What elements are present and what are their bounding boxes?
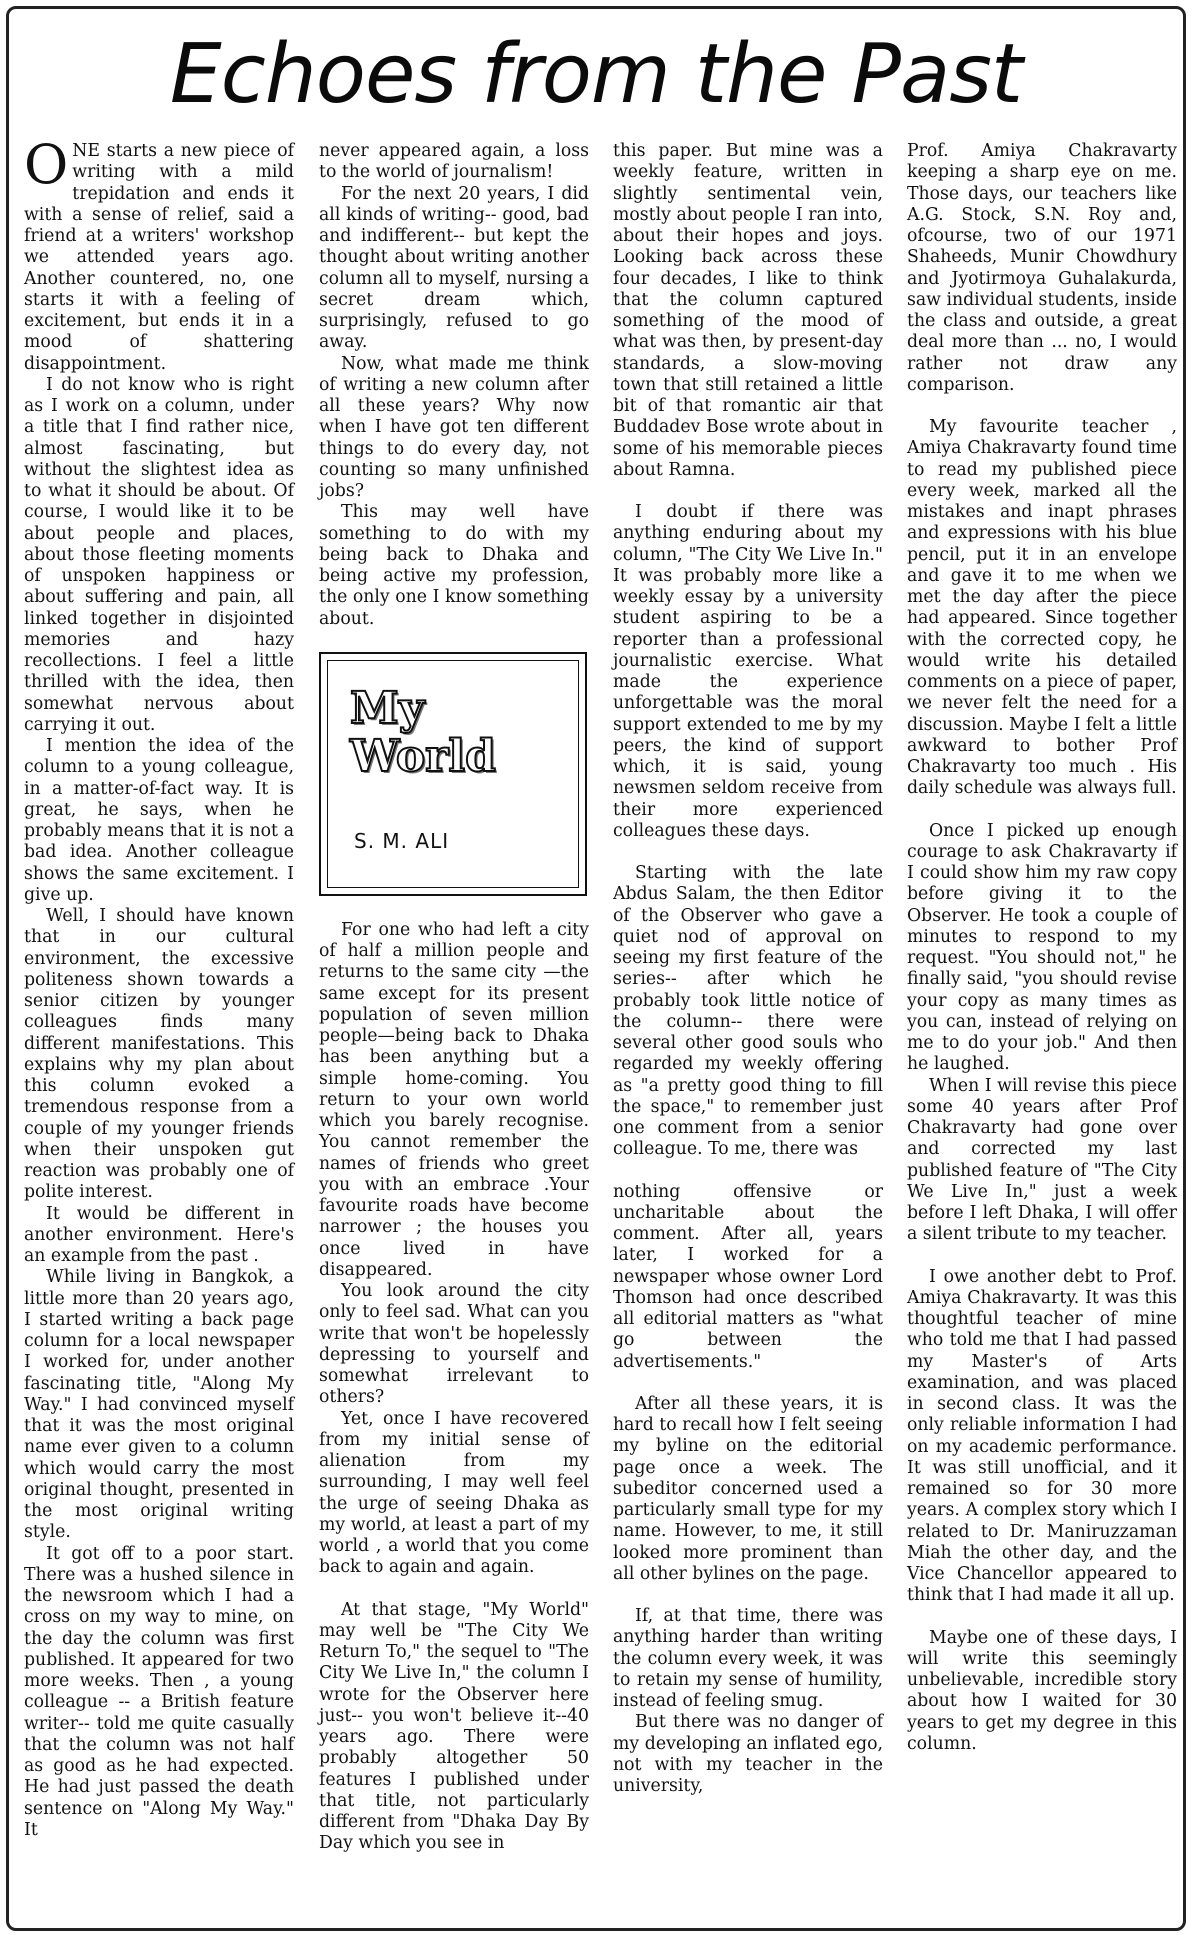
paragraph: When I will revise this piece some 40 years after Prof Chakravarty had gone over and corrected my last published feature of "The City We Live In," just a week before I left Dhaka, I will offer a silent tribute to my teacher. xyxy=(907,1075,1177,1245)
paragraph: For one who had left a city of half a million people and returns to the same city —the same except for its present population of seven million people—being back to Dhaka has been anything but a simple home-coming. You return to your own world which you barely recognise. You cannot remember the names of friends who greet you with an embrace .Your favourite roads have become narrower ; the houses you once lived in have disappeared. xyxy=(319,919,589,1280)
paragraph: My favourite teacher , Amiya Chakravarty found time to read my published piece every week, marked all the mistakes and inapt phrases and expressions with his blue pencil, put it in an envelope and gave it to me when we met the day after the piece had appeared. Since together with the corrected copy, he would write his detailed comments on a piece of paper, we never felt the need for a discussion. Maybe I felt a little awkward to bother Prof Chakravarty too much . His daily schedule was always full. xyxy=(907,417,1177,799)
byline: S. M. ALI xyxy=(354,828,450,853)
paragraph: Prof. Amiya Chakravarty keeping a sharp eye on me. Those days, our teachers like A.G. Stock, S.N. Roy and, ofcourse, two of our 1971 Shaheeds, Munir Chowdhury and Jyotirmoya Guhalakurda, saw individual students, inside the class and outside, a great deal more than ... no, I would rather not draw any comparison. xyxy=(907,141,1178,395)
headline: Echoes from the Past xyxy=(169,27,1023,122)
column-logo-frame xyxy=(327,660,579,888)
paragraph: I do not know who is right as I work on a column, under a title that I find rather nice, almost fascinating, but without the slightest idea as to what it should be about. Of course, I would like it to be about people and places, about those fleeting moments of unspoken happiness or about suffering and pain, all linked together in disjointed memories and hazy recollections. I feel a little thrilled with the idea, then somewhat nervous about carrying it out. xyxy=(24,374,294,735)
paragraph: never appeared again, a loss to the world of journalism! xyxy=(319,141,589,183)
drop-cap: O xyxy=(24,133,69,196)
column-logo-title-line: World xyxy=(350,730,496,782)
column-4 xyxy=(907,141,1177,1755)
paragraph: I owe another debt to Prof. Amiya Chakravarty. It was this thoughtful teacher of mine who told me that I had passed my Master's of Arts examination, and was placed in second class. It was the only reliable information I had on my academic performance. It was still unofficial, and it remained so for 30 more years. A complex story which I related to Dr. Maniruzzaman Miah the other day, and the Vice Chancellor appeared to think that I had made it all up. xyxy=(907,1266,1177,1606)
paragraph: You look around the city only to feel sad. What can you write that won't be hopelessly depressing to yourself and somewhat irrelevant to others? xyxy=(319,1281,589,1408)
column-logo-title-line: My xyxy=(350,682,425,734)
paragraph: It got off to a poor start. There was a hushed silence in the newsroom which I had a cross on my way to mine, on the day the column was first published. It appeared for two more weeks. Then , a young colleague -- a British feature writer-- told me quite casually that the column was not half as good as he had expected. He had just passed the death sentence on "Along My Way." It xyxy=(24,1543,294,1840)
paragraph: While living in Bangkok, a little more than 20 years ago, I started writing a back page column for a local newspaper I worked for, under another fascinating title, "Along My Way." I had convinced myself that it was the most original name ever given to a column which would carry the most original thought, presented in the most original writing style. xyxy=(24,1267,294,1543)
paragraph: Starting with the late Abdus Salam, the then Editor of the Observer who gave a quiet nod of approval on seeing my first feature of the series-- after which he probably took little notice of the column-- there were several other good souls who regarded my weekly offering as "a pretty good thing to fill the space," to remember just one comment from a senior colleague. To me, there was xyxy=(613,863,883,1160)
paragraph: ONE starts a new piece of writing with a mild trepidation and ends it with a sense of relief, said a friend at a writers' workshop we attended years ago. Another countered, no, one starts it with a feeling of excitement, but ends it in a mood of shattering disappointment. xyxy=(24,133,294,374)
paragraph: Once I picked up enough courage to ask Chakravarty if I could show him my raw copy before giving it to the Observer. He took a couple of minutes to respond to my request. "You should not," he finally said, "you should revise your copy as many times as you can, instead of relying on me to do your job." And then he laughed. xyxy=(907,820,1177,1075)
paragraph: But there was no danger of my developing an inflated ego, not with my teacher in the university, xyxy=(613,1712,883,1796)
paragraph: nothing offensive or uncharitable about the comment. After all, years later, I worked for a newspaper whose owner Lord Thomson had once described all editorial matters as "what go between the advertisements." xyxy=(613,1181,883,1372)
column-2 xyxy=(319,141,589,1855)
paragraph: I mention the idea of the column to a young colleague, in a matter-of-fact way. It is great, he says, when he probably means that it is not a bad idea. Another colleague shows the same excitement. I give up. xyxy=(24,736,294,905)
paragraph: For the next 20 years, I did all kinds of writing-- good, bad and indifferent-- but kept the thought about writing another column all to myself, nursing a secret dream which, surprisingly, refused to go away. xyxy=(319,183,589,353)
paragraph: this paper. But mine was a weekly feature, written in slightly sentimental vein, mostly about people I ran into, about their hopes and joys. Looking back across these four decades, I like to think that the column captured something of the mood of what was then, by present-day standards, a slow-moving town that still retained a little bit of that romantic air that Buddadev Bose wrote about in some of his memorable pieces about Ramna. xyxy=(613,141,883,480)
newspaper-article xyxy=(6,6,1186,1931)
column-3 xyxy=(613,141,883,1797)
column-logo-title xyxy=(350,682,496,782)
paragraph: Maybe one of these days, I will write this seemingly unbelievable, incredible story about how I waited for 30 years to get my degree in this column. xyxy=(907,1627,1177,1754)
paragraph: Now, what made me think of writing a new column after all these years? Why now when I have got ten different things to do every day, not counting so many unfinished jobs? xyxy=(319,353,589,501)
paragraph: At that stage, "My World" may well be "The City We Return To," the sequel to "The City We Live In," the column I wrote for the Observer here just-- you won't believe it--40 years ago. There were probably altogether 50 features I published under that title, not particularly different from "Dhaka Day By Day which you see in xyxy=(319,1599,589,1854)
paragraph: I doubt if there was anything enduring about my column, "The City We Live In." It was probably more like a weekly essay by a university student aspiring to be a reporter than a professional journalistic exercise. What made the experience unforgettable was the moral support extended to me by my peers, the kind of support which, it is said, young newsmen seldom receive from their more experienced colleagues these days. xyxy=(613,502,883,841)
paragraph: If, at that time, there was anything harder than writing the column every week, it was to retain my sense of humility, instead of feeling smug. xyxy=(613,1606,883,1711)
column-1 xyxy=(24,133,294,1841)
column-logo-box xyxy=(319,652,587,896)
paragraph: Yet, once I have recovered from my initial sense of alienation from my surrounding, I may well feel the urge of seeing Dhaka as my world, at least a part of my world , a world that you come back to again and again. xyxy=(319,1408,589,1578)
paragraph: This may well have something to do with my being back to Dhaka and being active my profession, the only one I know something about. xyxy=(319,502,589,629)
paragraph: It would be different in another environment. Here's an example from the past . xyxy=(24,1203,294,1266)
paragraph: Well, I should have known that in our cultural environment, the excessive politeness shown towards a senior citizen by younger colleagues finds many different manifestations. This explains why my plan about this column evoked a tremendous response from a couple of my younger friends when their unspoken gut reaction was probably one of polite interest. xyxy=(24,906,294,1203)
paragraph: After all these years, it is hard to recall how I felt seeing my byline on the editorial page once a week. The subeditor concerned used a particularly small type for my name. However, to me, it still looked more prominent than all other bylines on the page. xyxy=(613,1393,883,1584)
